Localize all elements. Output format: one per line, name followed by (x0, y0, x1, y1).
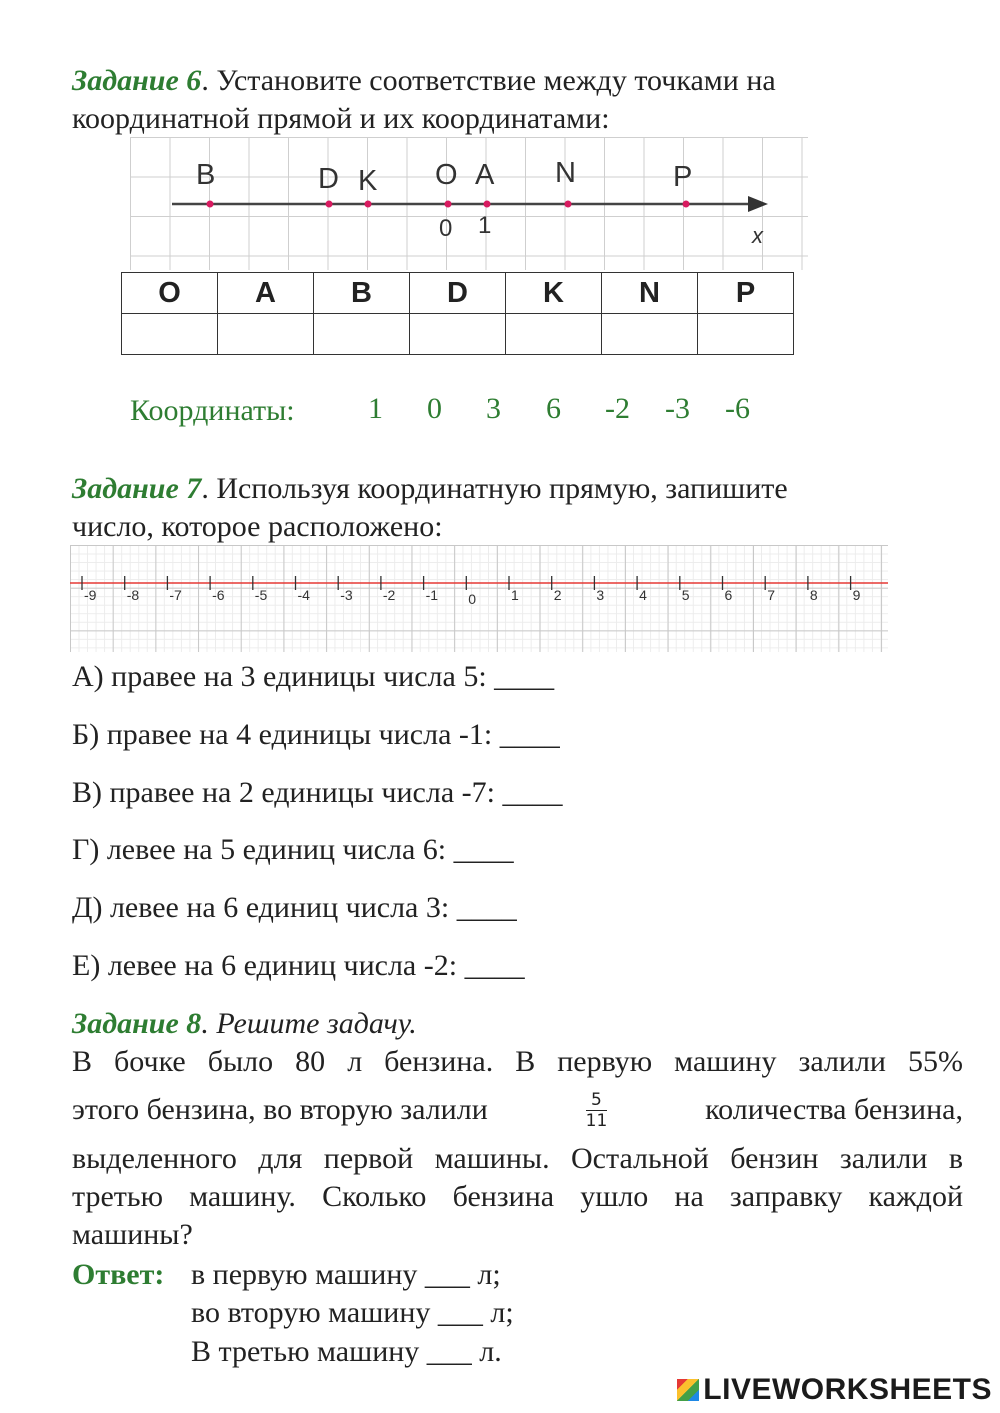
task8-heading (72, 1005, 417, 1043)
task6-title: Задание 6 (72, 64, 202, 97)
match-header-a: A (218, 273, 314, 314)
task6-match-table (121, 272, 794, 355)
point-k-dot (365, 201, 372, 208)
tick-label: -5 (254, 587, 268, 603)
task8-title: Задание 8 (72, 1007, 202, 1040)
task6-number-line-grid (130, 137, 808, 270)
task7-number-line-grid (70, 545, 888, 652)
task8-line2-start: этого бензина, во вторую залили (72, 1093, 488, 1126)
task8-line4: третью машину. Сколько бензина ушло на заправку каждой (72, 1180, 963, 1213)
match-header-o: O (122, 273, 218, 314)
task8-line5: машины? (72, 1218, 193, 1251)
tick-label: 1 (511, 587, 519, 603)
origin-label: 0 (439, 215, 453, 242)
point-n-dot (565, 201, 572, 208)
coord-option[interactable]: 6 (546, 392, 561, 425)
logo-badge-icon (677, 1379, 699, 1401)
match-table-header-row (122, 273, 794, 314)
coord-option[interactable]: -6 (725, 392, 750, 425)
match-answer-k[interactable] (506, 314, 602, 355)
answer-second-car: во вторую машину ___ л; (191, 1296, 514, 1329)
match-header-k: K (506, 273, 602, 314)
tick-label: 8 (809, 587, 818, 603)
match-header-p: P (698, 273, 794, 314)
task6-number-line (130, 137, 808, 270)
point-label-b: B (196, 159, 216, 191)
fraction-numerator: 5 (586, 1090, 608, 1111)
tick-label: 9 (852, 587, 861, 603)
match-answer-p[interactable] (698, 314, 794, 355)
match-answer-o[interactable] (122, 314, 218, 355)
axis-x-label: x (752, 223, 763, 248)
task7-item-a: А) правее на 3 единицы числа 5: ____ (72, 660, 555, 693)
task8-line1: В бочке было 80 л бензина. В первую машину залили 55% (72, 1045, 963, 1078)
task6-text-line1: . Установите соответствие между точками на (201, 64, 776, 97)
point-a-dot (484, 201, 491, 208)
task7-item-g: Г) левее на 5 единиц числа 6: ____ (72, 833, 514, 866)
coord-option[interactable]: -2 (605, 392, 630, 425)
task7-item-b: Б) правее на 4 единицы числа -1: ____ (72, 718, 560, 751)
task7-item-e: Е) левее на 6 единиц числа -2: ____ (72, 949, 525, 982)
task8-line3: выделенного для первой машины. Остальной бензин залили в (72, 1142, 963, 1175)
task6-heading (72, 62, 776, 100)
fraction (586, 1090, 608, 1131)
tick-label: -3 (340, 587, 353, 603)
tick-label: 6 (724, 587, 733, 603)
point-o-dot (445, 201, 452, 208)
match-table-answer-row (122, 314, 794, 355)
tick-label: -6 (212, 587, 225, 603)
tick-label: -8 (126, 587, 140, 603)
tick-label: -4 (297, 587, 310, 603)
point-label-a: A (475, 159, 495, 191)
point-p-dot (683, 201, 690, 208)
tick-label: 4 (639, 587, 647, 603)
task8-subtitle: . Решите задачу. (201, 1007, 417, 1040)
match-answer-b[interactable] (314, 314, 410, 355)
answer-label: Ответ: (72, 1258, 165, 1291)
task8-line2 (72, 1086, 963, 1134)
tick-label: -7 (169, 587, 182, 603)
point-label-p: P (673, 161, 693, 193)
liveworksheets-logo (677, 1373, 992, 1407)
match-header-n: N (602, 273, 698, 314)
tick-label: -1 (425, 587, 439, 603)
match-answer-n[interactable] (602, 314, 698, 355)
answer-third-car: В третью машину ___ л. (191, 1335, 502, 1368)
tick-label: 5 (681, 587, 690, 603)
tick-label: 7 (767, 587, 775, 603)
unit-label: 1 (478, 212, 492, 239)
task7-text-line1: . Используя координатную прямую, запишите (201, 472, 788, 505)
tick-label: 0 (468, 591, 477, 607)
task8-line2-end: количества бензина, (705, 1093, 963, 1126)
coord-option[interactable]: 3 (486, 392, 501, 425)
point-d-dot (326, 201, 333, 208)
point-b-dot (207, 201, 214, 208)
fraction-denominator: 11 (585, 1110, 608, 1131)
tick-label: 2 (553, 587, 562, 603)
match-answer-d[interactable] (410, 314, 506, 355)
logo-text: LIVEWORKSHEETS (703, 1373, 992, 1406)
point-label-n: N (555, 157, 576, 189)
task7-heading (72, 470, 788, 508)
task7-text-line2: число, которое расположено: (72, 510, 443, 543)
coord-option[interactable]: 1 (368, 392, 383, 425)
axis-arrow-icon (748, 196, 768, 212)
tick-label: 3 (596, 587, 605, 603)
point-label-o: O (435, 159, 458, 191)
match-answer-a[interactable] (218, 314, 314, 355)
task7-item-v: В) правее на 2 единицы числа -7: ____ (72, 776, 563, 809)
point-label-d: D (318, 163, 339, 195)
answer-first-car: в первую машину ___ л; (191, 1258, 501, 1291)
coord-option[interactable]: 0 (427, 392, 442, 425)
task7-number-line (70, 545, 888, 652)
task7-item-d: Д) левее на 6 единиц числа 3: ____ (72, 891, 517, 924)
tick-label: -9 (84, 587, 97, 603)
match-header-d: D (410, 273, 506, 314)
coord-option[interactable]: -3 (665, 392, 690, 425)
task6-text-line2: координатной прямой и их координатами: (72, 102, 610, 135)
task7-title: Задание 7 (72, 472, 202, 505)
point-label-k: K (358, 165, 378, 197)
tick-label: -2 (382, 587, 396, 603)
coords-label: Координаты: (130, 394, 295, 427)
match-header-b: B (314, 273, 410, 314)
